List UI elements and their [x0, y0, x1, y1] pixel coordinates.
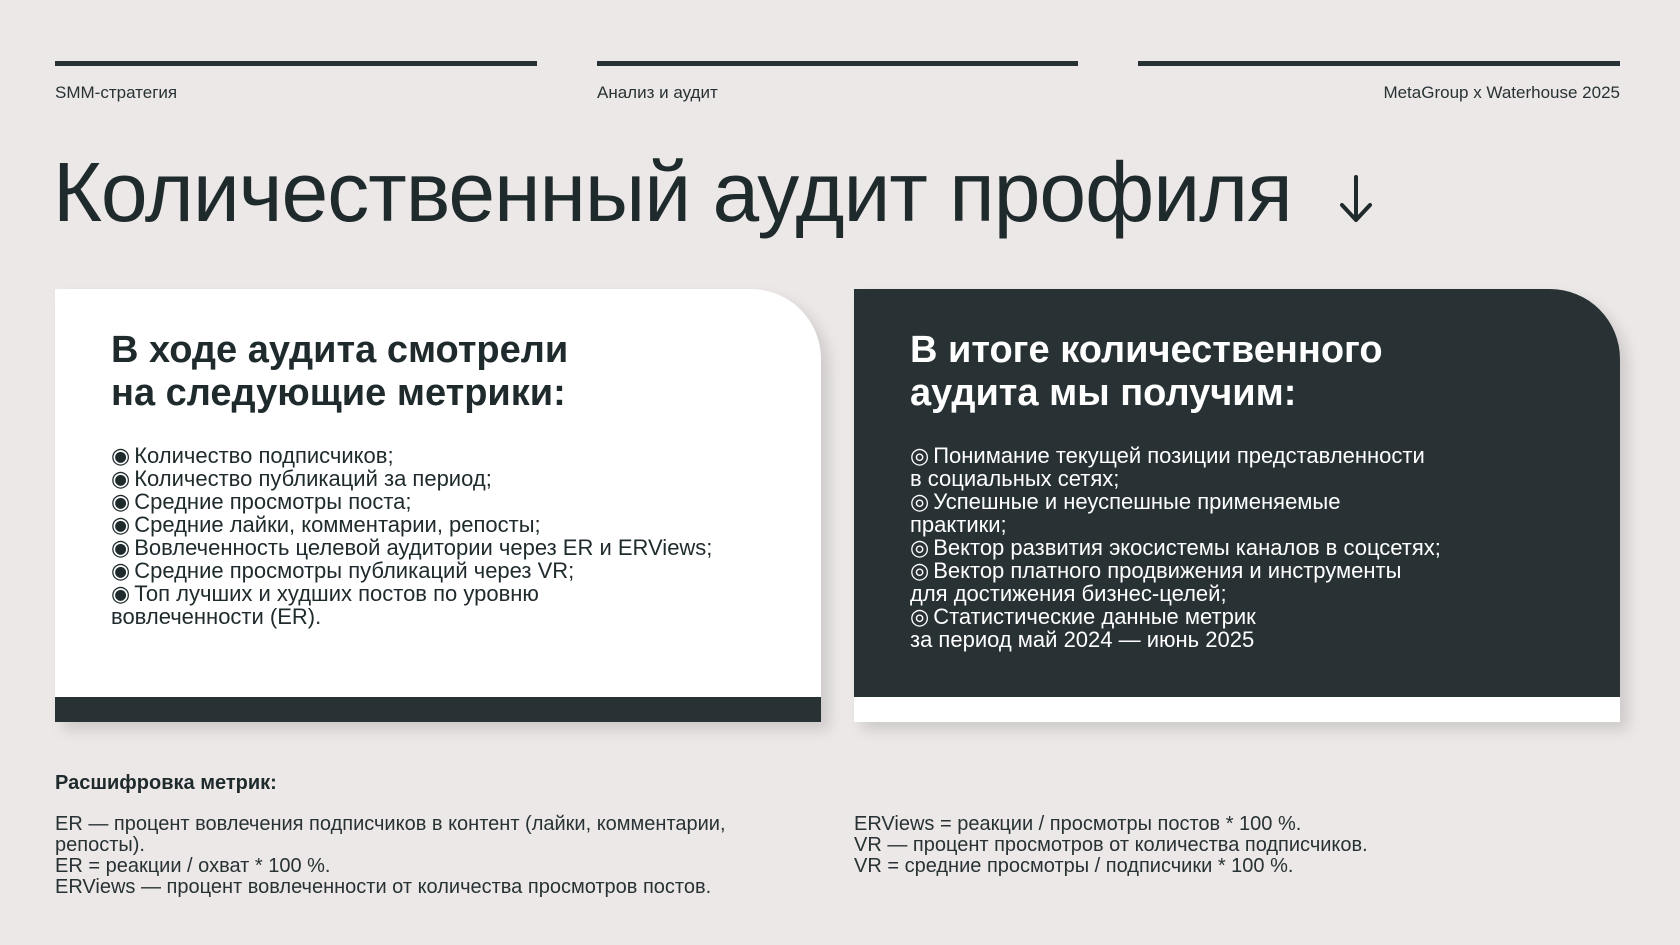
legend-line: VR = средние просмотры / подписчики * 100 %. — [854, 855, 1294, 877]
legend-line: ERViews = реакции / просмотры постов * 100 %. — [854, 813, 1302, 835]
list-item: ◉ Средние просмотры поста; — [111, 489, 412, 514]
list-item: ◉ Количество публикаций за период; — [111, 466, 492, 491]
bullet-icon: ◉ — [111, 443, 131, 468]
bullet-icon: ◎ — [910, 443, 930, 468]
page-title: Количественный аудит профиля — [53, 145, 1292, 239]
card-footer-bar — [854, 697, 1620, 722]
metrics-card-heading: В ходе аудита смотрели на следующие метрики: — [111, 329, 569, 414]
list-item: ◉ Количество подписчиков; — [111, 443, 394, 468]
bullet-icon: ◉ — [111, 489, 131, 514]
bullet-icon: ◉ — [111, 535, 131, 560]
list-item: ◎ Вектор платного продвижения и инструменты для достижения бизнес-целей; — [910, 558, 1402, 606]
header-client-label: MetaGroup x Waterhouse 2025 — [1383, 83, 1620, 102]
list-item: ◉ Вовлеченность целевой аудитории через ER и ERViews; — [111, 535, 713, 560]
list-item: ◎ Успешные и неуспешные применяемые практики; — [910, 489, 1341, 537]
bullet-icon: ◎ — [910, 489, 930, 514]
list-item: ◎ Статистические данные метрик за период май 2024 — июнь 2025 — [910, 604, 1256, 652]
legend-line: ER — процент вовлечения подписчиков в контент (лайки, комментарии, репосты). — [55, 813, 726, 856]
results-list — [910, 444, 1590, 651]
bullet-icon: ◎ — [910, 535, 930, 560]
title-row — [53, 145, 1376, 239]
header-rule-right — [1138, 61, 1620, 66]
list-item: ◉ Топ лучших и худших постов по уровню вовлеченности (ER). — [111, 581, 539, 629]
bullet-icon: ◉ — [111, 466, 131, 491]
list-item: ◉ Средние просмотры публикаций через VR; — [111, 558, 575, 583]
bullet-icon: ◎ — [910, 558, 930, 583]
results-card-heading: В итоге количественного аудита мы получим: — [910, 329, 1383, 414]
list-item: ◎ Вектор развития экосистемы каналов в соцсетях; — [910, 535, 1441, 560]
list-item: ◉ Средние лайки, комментарии, репосты; — [111, 512, 541, 537]
card-footer-bar — [55, 697, 821, 722]
header-section-label: SMM-стратегия — [55, 83, 178, 102]
arrow-down-icon — [1336, 171, 1376, 227]
header-rule-left — [55, 61, 537, 66]
header-rule-center — [597, 61, 1078, 66]
results-card — [854, 289, 1620, 722]
legend-left-column — [55, 814, 815, 898]
legend-line: ER = реакции / охват * 100 %. — [55, 855, 331, 877]
legend-right-column — [854, 814, 1614, 877]
bullet-icon: ◎ — [910, 604, 930, 629]
bullet-icon: ◉ — [111, 581, 131, 606]
legend-title: Расшифровка метрик: — [55, 772, 277, 794]
header-subsection-label: Анализ и аудит — [597, 83, 718, 102]
metrics-card — [55, 289, 821, 722]
legend-line: ERViews — процент вовлеченности от количества просмотров постов. — [55, 876, 712, 898]
metrics-list — [111, 444, 791, 628]
list-item: ◎ Понимание текущей позиции представленности в социальных сетях; — [910, 443, 1425, 491]
bullet-icon: ◉ — [111, 512, 131, 537]
bullet-icon: ◉ — [111, 558, 131, 583]
legend-line: VR — процент просмотров от количества подписчиков. — [854, 834, 1368, 856]
